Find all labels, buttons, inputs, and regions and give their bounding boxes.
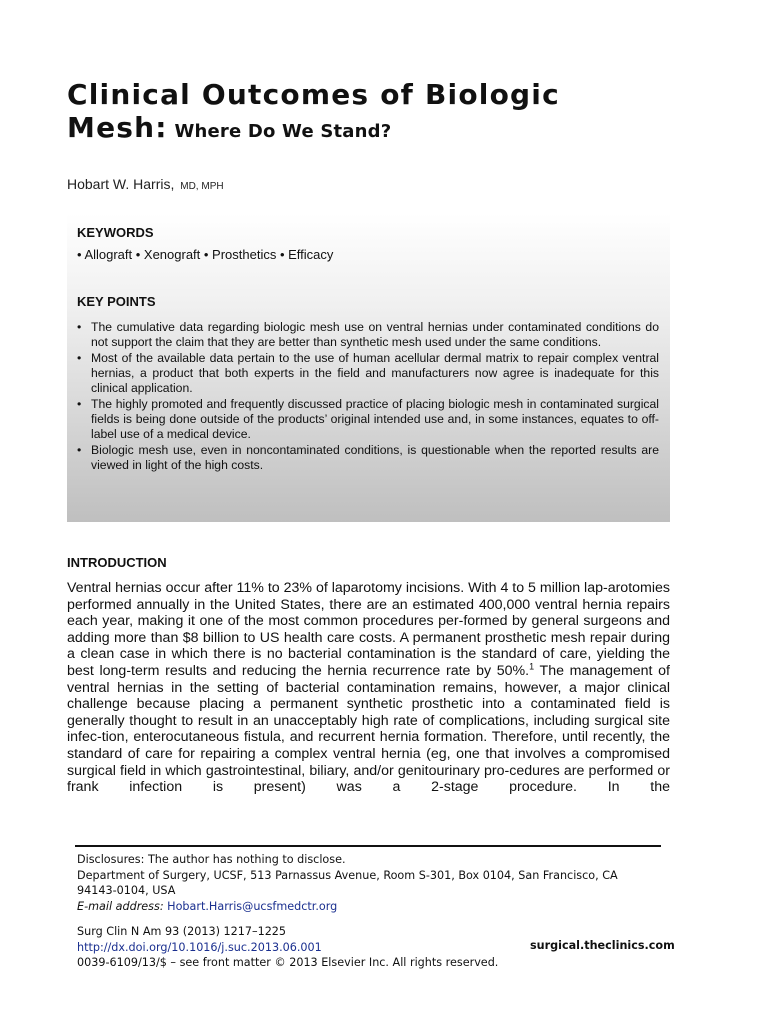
title-line-2-main: Mesh: [67,111,168,144]
bullet-point: • [77,397,82,411]
article-title [67,78,687,148]
key-point-item [77,351,659,396]
bullet-point: • [77,320,82,334]
disclosures-line: Disclosures: The author has nothing to disclose. [77,853,346,866]
key-points-list [77,320,659,474]
author-credentials: MD, MPH [180,181,224,192]
copyright-line: 0039-6109/13/$ – see front matter © 2013 Elsevier Inc. All rights reserved. [77,956,499,969]
department-line: Department of Surgery, UCSF, 513 Parnassus Avenue, Room S-301, Box 0104, San Francisco, CA [77,868,618,882]
key-point-text: Biologic mesh use, even in noncontaminated conditions, is questionable when the reported results are viewed in light of the high costs. [91,443,659,472]
title-line-1: Clinical Outcomes of Biologic [67,78,560,111]
key-point-item [77,397,659,442]
key-point-text: The cumulative data regarding biologic mesh use on ventral hernias under contaminated conditions do not support the claim that they are better than synthetic mesh used under the same conditions. [91,320,659,349]
citation-line: Surg Clin N Am 93 (2013) 1217–1225 [77,925,287,938]
reference-marker[interactable]: 1 [529,661,535,672]
journal-url[interactable]: surgical.theclinics.com [530,939,675,952]
keywords-heading: KEYWORDS [77,225,154,240]
intro-text-part-2: The management of ventral hernias in the setting of bacterial contamination remains, however, a major clinical challenge because placing a permanent synthetic prosthetic into a contaminated field is generally thought to result in an unacceptably high rate of complications, including surgical site infec-tion, enterocutaneous fistula, and recurrent hernia formation. Therefore, until recently, the standard of care for repairing a complex ventral hernia (eg, one that involves a compromised surgical field in which gastrointestinal, biliary, and/or genitourinary pro-cedures are performed or frank infection is present) was a 2-stage procedure. In the [67,662,670,796]
key-point-item [77,320,659,350]
introduction-heading: INTRODUCTION [67,555,167,570]
keywords-list: • Allograft • Xenograft • Prosthetics • Efficacy [77,247,334,262]
key-point-text: Most of the available data pertain to the use of human acellular dermal matrix to repair complex ventral hernias, a product that both experts in the field and manufacturers now agree is inadequate for this clinical application. [91,351,659,395]
introduction-paragraph [67,580,670,796]
email-line [77,899,677,915]
key-point-text: The highly promoted and frequently discussed practice of placing biologic mesh in contaminated surgical fields is being done outside of the products’ original intended use and, in some instances, equates to off-label use of a medical device. [91,397,659,441]
bullet-point: • [77,351,82,365]
keywords-keypoints-box [67,213,670,522]
key-point-item [77,443,659,473]
author-line [67,176,224,192]
footnote-divider [75,845,661,847]
title-subtitle: Where Do We Stand? [174,121,392,142]
author-name: Hobart W. Harris, [67,176,175,192]
zip-line: 94143-0104, USA [77,884,176,897]
bullet-point: • [77,443,82,457]
email-link[interactable]: Hobart.Harris@ucsfmedctr.org [167,899,338,913]
doi-link[interactable]: http://dx.doi.org/10.1016/j.suc.2013.06.001 [77,940,322,954]
footer-block [77,852,677,914]
email-label: E-mail address: [77,899,164,913]
key-points-heading: KEY POINTS [77,294,156,309]
intro-text-part-1: Ventral hernias occur after 11% to 23% of laparotomy incisions. With 4 to 5 million lap-arotomies performed annually in the United States, there are an estimated 400,000 ventral hernia repairs each year, making it one of the most common procedures per-formed by general surgeons and adding more than $8 billion to US health care costs. A permanent prosthetic mesh repair during a clean case in which there is no bacterial contamination is the standard of care, yielding the best long-term results and reducing the hernia recurrence rate by 50%. [67,580,670,679]
